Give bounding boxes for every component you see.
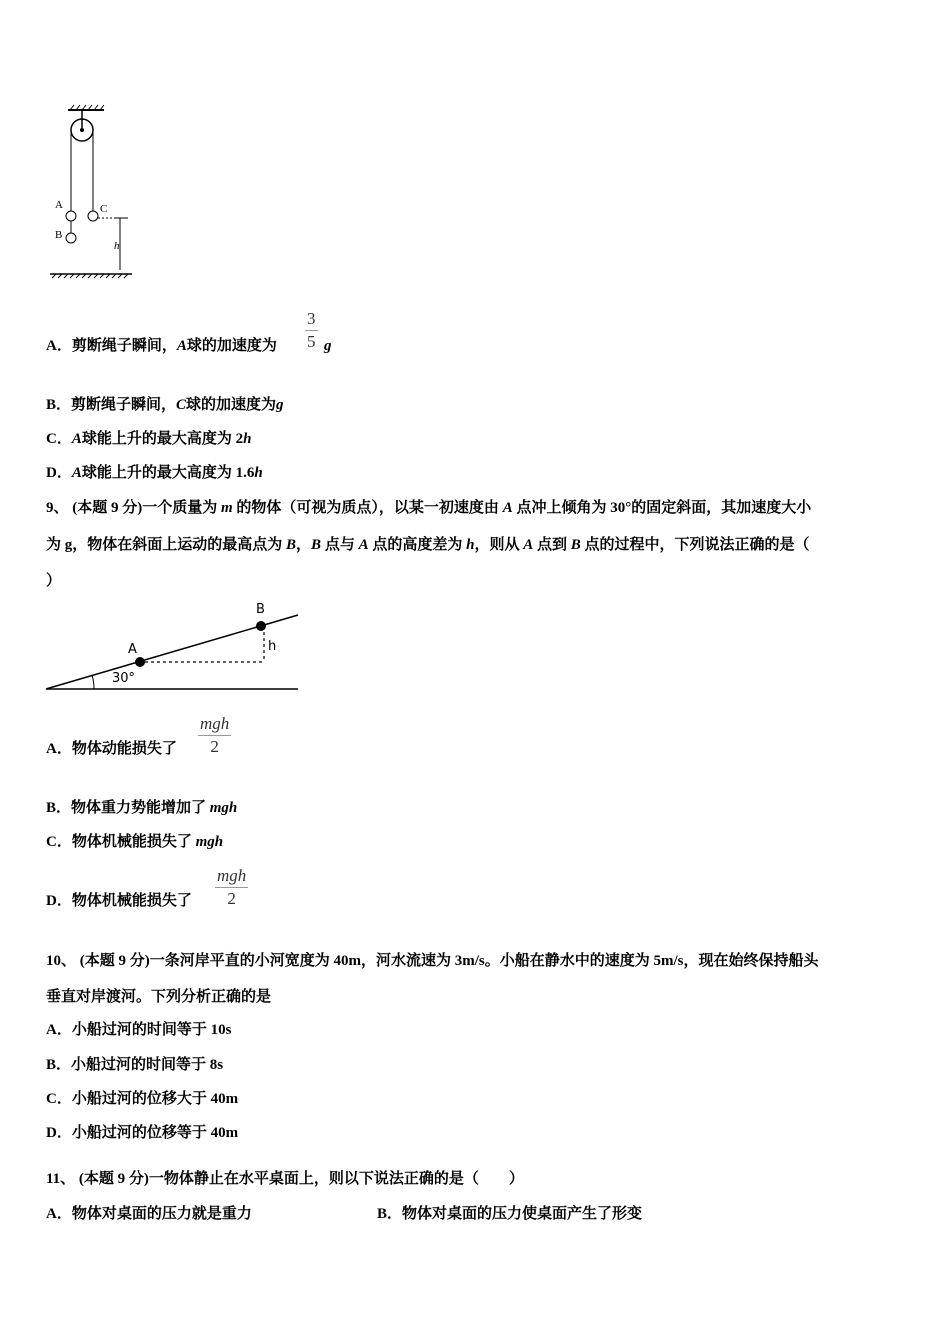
q8-option-b: B．剪断绳子瞬间，C球的加速度为g bbox=[46, 397, 284, 413]
q11-option-b: B．物体对桌面的压力使桌面产生了形变 bbox=[377, 1206, 643, 1222]
label-a: A bbox=[55, 199, 63, 211]
q9-option-d: D．物体机械能损失了 bbox=[46, 893, 192, 909]
q8-fraction: $\frac{3}{5}$ bbox=[307, 309, 316, 351]
incline-label-b: B bbox=[256, 602, 265, 617]
q10-stem-line1: 10、 (本题 9 分)一条河岸平直的小河宽度为 40m，河水流速为 3m/s。小船在静水中的速度为 5m/s，现在始终保持船头 bbox=[46, 953, 819, 969]
q10-option-a: A．小船过河的时间等于 10s bbox=[46, 1022, 232, 1038]
q9-option-b: B．物体重力势能增加了 mgh bbox=[46, 800, 238, 816]
label-c: C bbox=[100, 203, 108, 215]
incline-label-a: A bbox=[128, 642, 137, 657]
q8-option-d: D．A球能上升的最大高度为 1.6h bbox=[46, 465, 263, 481]
q8-option-c: C．A球能上升的最大高度为 2h bbox=[46, 431, 252, 447]
q8-option-a-suffix: g bbox=[324, 338, 332, 354]
label-h: h bbox=[114, 240, 120, 252]
q9-option-d-fraction: mgh 2 bbox=[217, 866, 247, 908]
q9-stem-line1: 9、 (本题 9 分)一个质量为 m 的物体（可视为质点），以某一初速度由 A 点冲上倾角为 30°的固定斜面，其加速度大小 bbox=[46, 500, 812, 516]
q10-stem-line2: 垂直对岸渡河。下列分析正确的是 bbox=[46, 989, 272, 1005]
q10-option-c: C．小船过河的位移大于 40m bbox=[46, 1091, 239, 1107]
incline-label-h: h bbox=[268, 639, 277, 654]
q9-option-a: A．物体动能损失了 bbox=[46, 741, 177, 757]
q9-stem-line2: 为 g，物体在斜面上运动的最高点为 B，B 点与 A 点的高度差为 h，则从 A 点到 B 点的过程中，下列说法正确的是（ bbox=[46, 537, 810, 553]
q8-option-a: A．剪断绳子瞬间，A球的加速度为 bbox=[46, 338, 277, 354]
pulley-diagram bbox=[44, 100, 144, 285]
q11-stem: 11、 (本题 9 分)一物体静止在水平桌面上，则以下说法正确的是（ ） bbox=[46, 1171, 524, 1187]
q10-option-b: B．小船过河的时间等于 8s bbox=[46, 1057, 224, 1073]
incline-label-angle: 30° bbox=[112, 671, 136, 686]
q9-stem-line3: ） bbox=[46, 573, 62, 589]
q10-option-d: D．小船过河的位移等于 40m bbox=[46, 1125, 239, 1141]
q11-option-a: A．物体对桌面的压力就是重力 bbox=[46, 1206, 252, 1222]
q9-option-a-fraction: mgh 2 bbox=[200, 714, 230, 756]
label-b: B bbox=[55, 229, 63, 241]
q9-option-c: C．物体机械能损失了 mgh bbox=[46, 834, 224, 850]
